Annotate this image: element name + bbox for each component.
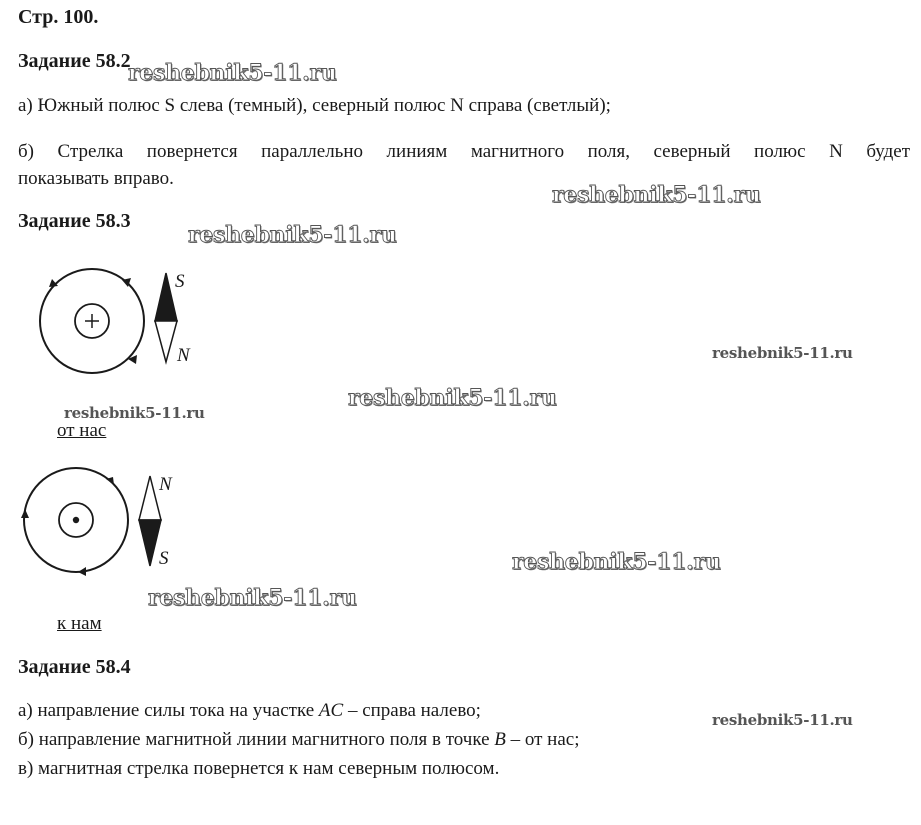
current-conductor-plus — [75, 304, 109, 338]
watermark: reshebnik5-11.ru — [512, 549, 721, 575]
line-a-variable: AC — [318, 700, 344, 721]
current-conductor-dot — [59, 503, 93, 537]
line-a-text: а) направление силы тока на участке — [18, 700, 319, 721]
task-58-2-line-a: а) Южный полюс S слева (темный), северный полюс N справа (светлый); — [18, 95, 611, 116]
needle-pole-top: S — [175, 271, 185, 292]
figure-current-away — [30, 265, 230, 395]
line-b-variable: B — [494, 729, 506, 750]
line-a-text-end: – справа налево; — [343, 700, 481, 721]
task-58-2-heading: Задание 58.2 — [18, 50, 131, 72]
watermark: reshebnik5-11.ru — [148, 585, 357, 611]
magnetic-needle — [155, 273, 177, 362]
task-58-4-heading: Задание 58.4 — [18, 656, 131, 678]
needle-pole-bottom: N — [177, 345, 190, 366]
watermark: reshebnik5-11.ru — [712, 344, 853, 362]
task-58-4-line-c: в) магнитная стрелка повернется к нам северным полюсом. — [18, 758, 500, 779]
watermark: reshebnik5-11.ru — [712, 711, 853, 729]
watermark: reshebnik5-11.ru — [128, 60, 337, 86]
watermark: reshebnik5-11.ru — [348, 385, 557, 411]
task-58-3-heading: Задание 58.3 — [18, 210, 131, 232]
field-arrow-icon — [21, 509, 29, 518]
watermark: reshebnik5-11.ru — [552, 182, 761, 208]
field-arrow-icon — [78, 567, 86, 576]
line-b-text-end: – от нас; — [505, 729, 580, 750]
page-title: Стр. 100. — [18, 6, 99, 28]
watermark: reshebnik5-11.ru — [188, 222, 397, 248]
needle-pole-bottom: S — [159, 548, 169, 569]
task-58-2-line-b1: б) Стрелка повернется параллельно линиям магнитного поля, северный полюс N будет — [18, 141, 910, 162]
magnetic-needle — [139, 476, 161, 566]
watermark: reshebnik5-11.ru — [64, 404, 205, 422]
task-58-2-line-b2: показывать вправо. — [18, 168, 174, 189]
figure-current-toward — [18, 466, 218, 596]
needle-pole-top: N — [159, 474, 172, 495]
task-58-4-line-b — [18, 729, 580, 751]
line-b-text: б) направление магнитной линии магнитного поля в точке — [18, 729, 495, 750]
task-58-4-line-a — [18, 700, 481, 722]
figure2-caption: к нам — [57, 613, 102, 634]
figure1-caption: от нас — [57, 420, 107, 441]
